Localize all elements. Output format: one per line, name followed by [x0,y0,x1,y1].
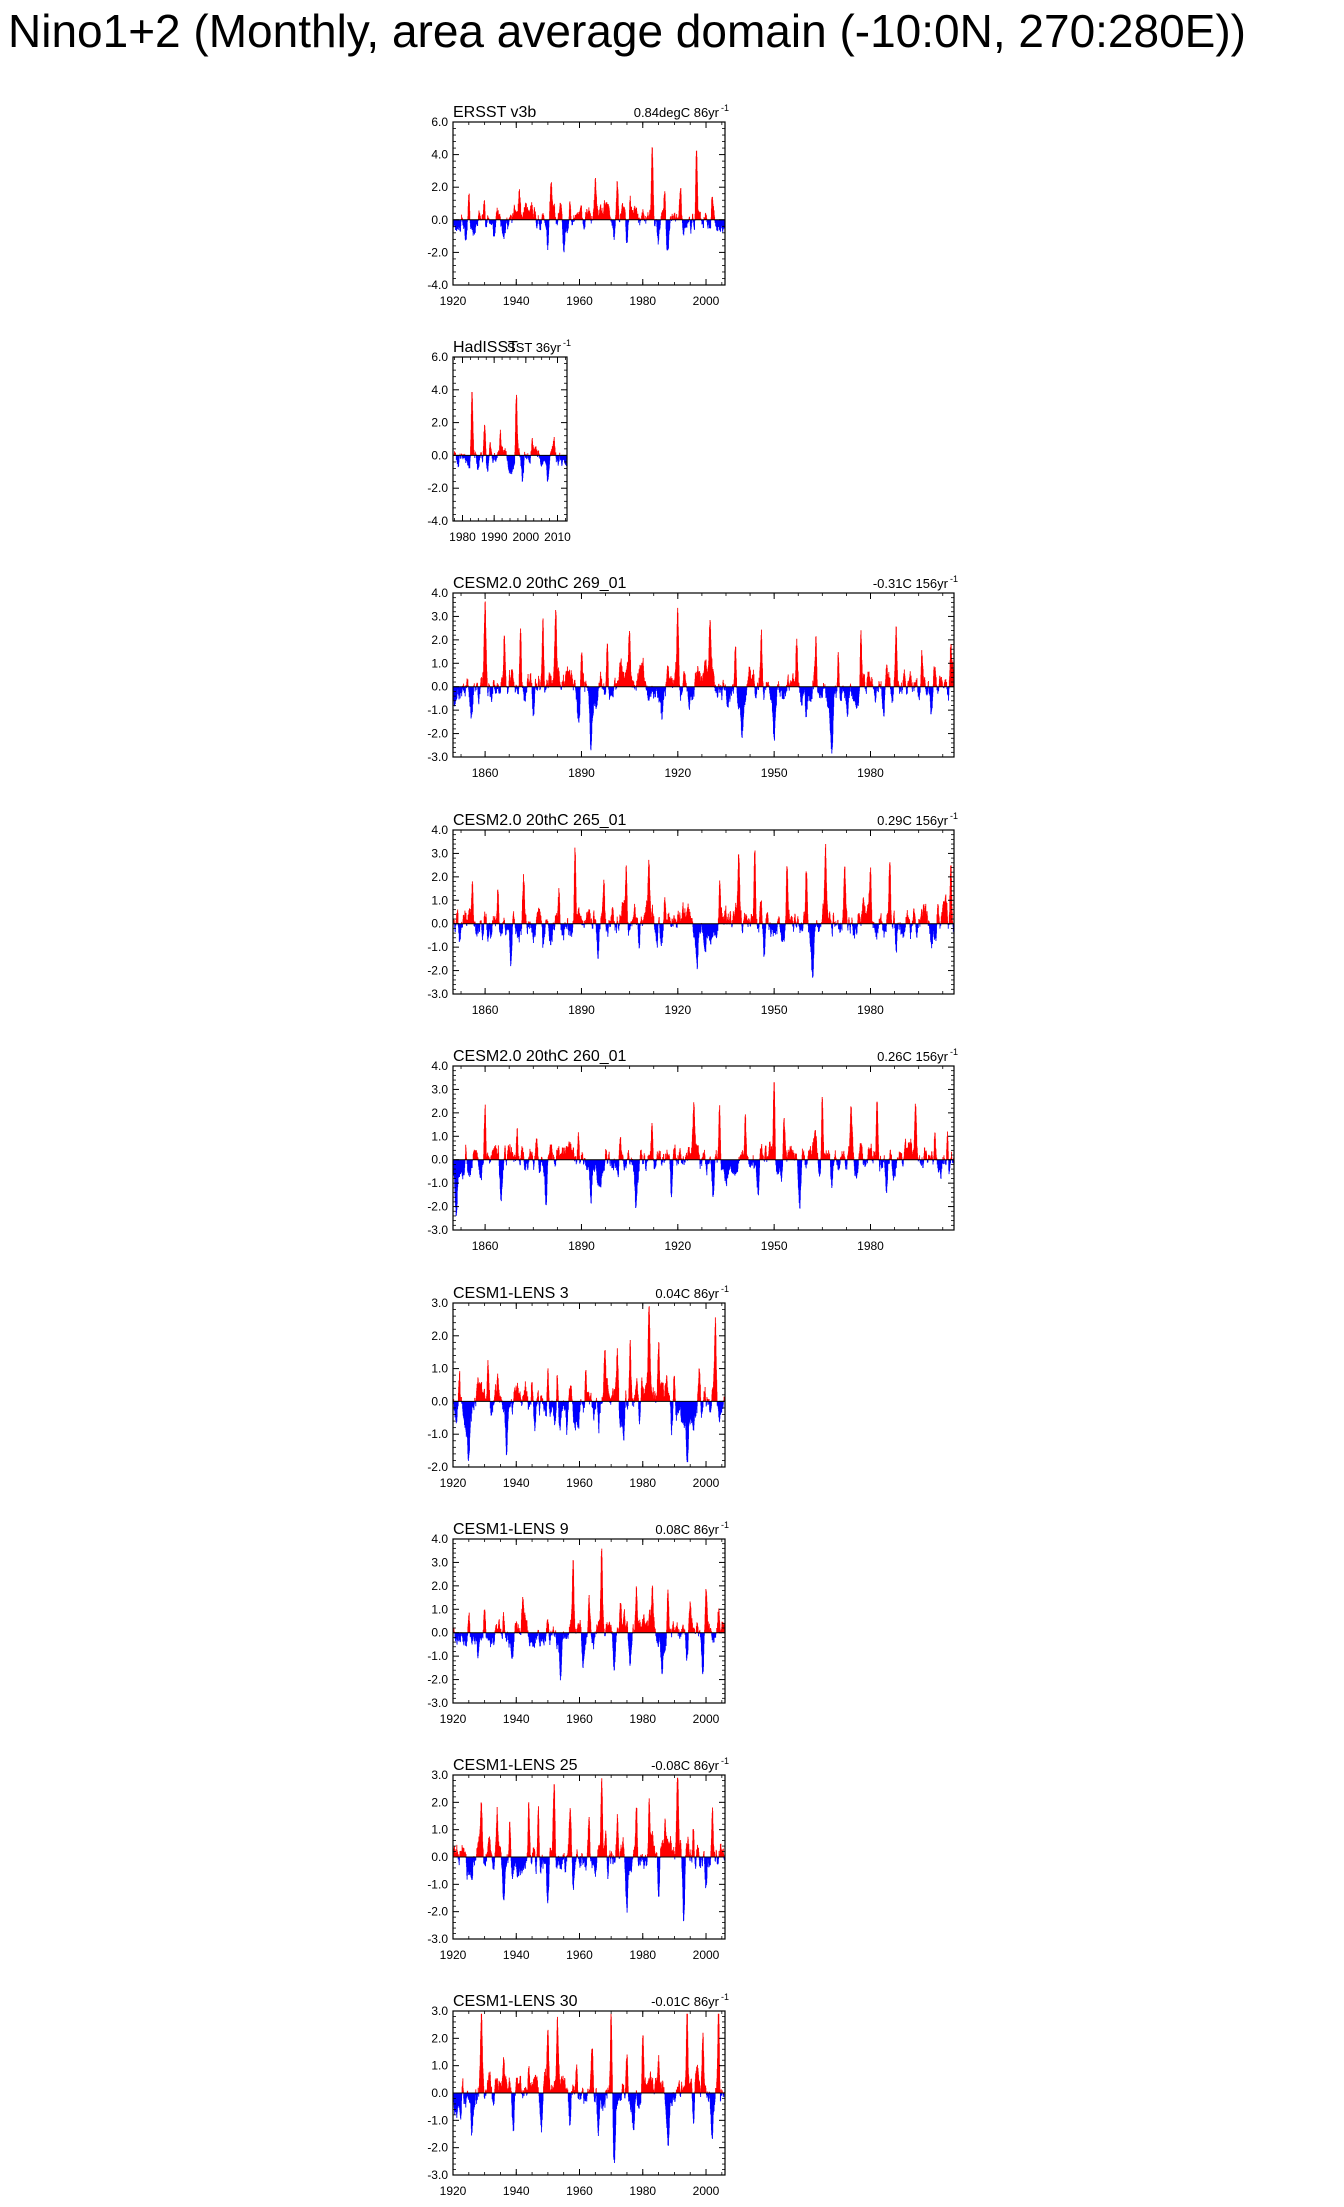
y-tick-label: 2.0 [431,415,448,430]
trend-annotation-exponent: -1 [720,1520,730,1530]
y-tick-label: 4.0 [431,147,448,162]
y-tick-label: 3.0 [431,1768,448,1782]
y-tick-label: 1.0 [431,2058,448,2073]
negative-anomaly-bars [458,1857,724,1921]
y-tick-label: 1.0 [431,1361,448,1376]
y-tick-label: 2.0 [431,180,448,195]
y-tick-label: -2.0 [427,481,448,496]
x-tick-label: 1980 [449,530,476,544]
negative-anomaly-bars [454,1633,721,1681]
y-tick-label: -3.0 [427,1932,448,1946]
negative-anomaly-bars [453,924,954,978]
x-tick-label: 2000 [692,1948,720,1962]
x-tick-label: 1950 [760,1239,788,1253]
y-tick-label: -1.0 [427,1427,448,1442]
x-tick-label: 1920 [439,1712,467,1726]
panel-title: CESM1-LENS 30 [453,1993,578,2010]
x-tick-label: 1990 [480,530,508,544]
negative-anomaly-bars [453,687,949,754]
chart-panel [427,1284,729,1490]
x-tick-label: 2010 [544,530,571,544]
x-tick-label: 1940 [502,294,530,308]
plot-frame [453,122,725,285]
y-tick-label: -2.0 [427,2140,448,2155]
y-tick-label: -3.0 [427,2168,448,2182]
x-tick-label: 1920 [439,1948,467,1962]
trend-annotation-exponent: -1 [949,574,959,584]
x-tick-label: 1960 [566,1948,593,1962]
trend-annotation: 0.04C 86yr [655,1286,719,1301]
chart-panel [427,103,729,308]
y-tick-label: -1.0 [427,2113,448,2128]
negative-anomaly-bars [453,455,566,481]
y-tick-label: 2.0 [431,632,448,647]
y-tick-label: 4.0 [431,1532,448,1546]
x-tick-label: 1920 [664,1003,692,1017]
x-tick-label: 1980 [857,1003,884,1017]
x-tick-label: 2000 [512,530,540,544]
y-tick-label: -4.0 [427,514,448,528]
y-tick-label: 0.0 [431,1625,448,1640]
y-tick-label: 0.0 [431,2086,448,2100]
negative-anomaly-bars [453,220,725,252]
x-tick-label: 1920 [439,294,467,308]
positive-anomaly-bars [453,844,952,924]
trend-annotation: 0.84degC 86yr [633,105,719,120]
y-tick-label: 1.0 [431,1822,448,1837]
x-tick-label: 1980 [857,766,884,780]
y-tick-label: 1.0 [431,656,448,671]
x-tick-label: 1950 [760,1003,788,1017]
y-tick-label: -1.0 [427,1649,448,1664]
y-tick-label: 2.0 [431,1578,448,1593]
x-tick-label: 2000 [692,294,720,308]
chart-panel [427,574,958,780]
panel-title: CESM2.0 20thC 265_01 [453,812,627,829]
y-tick-label: -3.0 [427,987,448,1001]
x-tick-label: 1960 [566,2184,593,2198]
trend-annotation-exponent: -1 [720,1756,730,1766]
y-tick-label: -2.0 [427,1460,448,1474]
x-tick-label: 1860 [471,1003,499,1017]
y-tick-label: -4.0 [427,278,448,292]
chart-panel [427,811,958,1017]
panel-title: CESM1-LENS 3 [453,1285,569,1302]
trend-annotation-exponent: -1 [949,811,959,821]
panel-title: CESM2.0 20thC 260_01 [453,1048,627,1065]
x-tick-label: 1960 [566,1712,593,1726]
y-tick-label: 2.0 [431,1328,448,1343]
y-tick-label: 6.0 [431,350,448,364]
positive-anomaly-bars [453,1778,725,1857]
positive-anomaly-bars [463,601,954,686]
x-tick-label: 1890 [568,1003,595,1017]
x-tick-label: 1940 [502,1948,530,1962]
trend-annotation: 0.26C 156yr [877,1049,948,1064]
y-tick-label: 0.0 [431,1152,448,1167]
panel-title: HadISST [453,339,518,356]
y-tick-label: 3.0 [431,1296,448,1310]
plot-frame [453,1303,725,1467]
x-tick-label: 2000 [692,1476,720,1490]
panel-title: CESM2.0 20thC 269_01 [453,575,627,592]
chart-panel [427,338,571,544]
positive-anomaly-bars [465,1082,954,1159]
negative-anomaly-bars [453,1401,724,1462]
positive-anomaly-bars [453,392,560,455]
y-tick-label: 4.0 [431,586,448,600]
trend-annotation-exponent: -1 [562,338,572,348]
negative-anomaly-bars [453,2093,724,2163]
y-tick-label: 0.0 [431,679,448,694]
y-tick-label: -2.0 [427,1672,448,1687]
y-tick-label: 4.0 [431,382,448,397]
x-tick-label: 1980 [629,1476,657,1490]
x-tick-label: 1980 [629,1712,657,1726]
y-tick-label: 0.0 [431,212,448,227]
y-tick-label: 0.0 [431,1850,448,1864]
y-tick-label: 2.0 [431,1105,448,1120]
y-tick-label: -1.0 [427,1176,448,1191]
x-tick-label: 1980 [629,2184,657,2198]
x-tick-label: 1940 [502,1712,530,1726]
trend-annotation: 0.08C 86yr [655,1522,719,1537]
x-tick-label: 1920 [439,2184,467,2198]
trend-annotation: -0.31C 156yr [872,576,948,591]
trend-annotation: SST 36yr [507,340,561,355]
x-tick-label: 1980 [629,1948,657,1962]
y-tick-label: 1.0 [431,1602,448,1617]
positive-anomaly-bars [453,1306,725,1401]
y-tick-label: 4.0 [431,1059,448,1073]
y-tick-label: 4.0 [431,823,448,837]
x-tick-label: 1960 [566,1476,593,1490]
trend-annotation-exponent: -1 [949,1047,959,1057]
x-tick-label: 1950 [760,766,788,780]
x-tick-label: 2000 [692,2184,720,2198]
x-tick-label: 1890 [568,766,595,780]
x-tick-label: 1860 [471,766,499,780]
y-tick-label: -3.0 [427,1696,448,1710]
chart-panel [427,1047,958,1253]
x-tick-label: 1860 [471,1239,499,1253]
y-tick-label: 1.0 [431,893,448,908]
y-tick-label: 3.0 [431,846,448,861]
page-title: Nino1+2 (Monthly, area average domain (-10:0N, 270:280E)) [8,5,1247,57]
y-tick-label: 3.0 [431,609,448,624]
trend-annotation-exponent: -1 [720,1992,730,2002]
x-tick-label: 1940 [502,2184,530,2198]
y-tick-label: 0.0 [431,448,448,463]
panel-title: ERSST v3b [453,104,537,121]
y-tick-label: 1.0 [431,1129,448,1144]
y-tick-label: 0.0 [431,916,448,931]
y-tick-label: 6.0 [431,115,448,129]
trend-annotation-exponent: -1 [720,103,730,113]
y-tick-label: -3.0 [427,1223,448,1237]
chart-panel [427,1756,729,1962]
y-tick-label: -2.0 [427,245,448,260]
x-tick-label: 1920 [439,1476,467,1490]
y-tick-label: 2.0 [431,869,448,884]
y-tick-label: 0.0 [431,1394,448,1409]
y-tick-label: -3.0 [427,750,448,764]
y-tick-label: 2.0 [431,2031,448,2046]
positive-anomaly-bars [453,1549,725,1633]
y-tick-label: -2.0 [427,963,448,978]
y-tick-label: -2.0 [427,1199,448,1214]
x-tick-label: 1980 [629,294,657,308]
trend-annotation: -0.01C 86yr [651,1994,719,2009]
x-tick-label: 1890 [568,1239,595,1253]
x-tick-label: 1920 [664,766,692,780]
trend-annotation: 0.29C 156yr [877,813,948,828]
trend-annotation: -0.08C 86yr [651,1758,719,1773]
y-tick-label: -2.0 [427,726,448,741]
positive-anomaly-bars [461,147,714,220]
x-tick-label: 1940 [502,1476,530,1490]
plot-frame [453,357,567,521]
x-tick-label: 1920 [664,1239,692,1253]
y-tick-label: -1.0 [427,703,448,718]
y-tick-label: 3.0 [431,1555,448,1570]
x-tick-label: 1980 [857,1239,884,1253]
x-tick-label: 1960 [566,294,593,308]
y-tick-label: 3.0 [431,2004,448,2018]
y-tick-label: -2.0 [427,1904,448,1919]
plot-frame [453,830,954,994]
negative-anomaly-bars [453,1160,953,1216]
trend-annotation-exponent: -1 [720,1284,730,1294]
panel-title: CESM1-LENS 25 [453,1757,578,1774]
chart-panel [427,1992,729,2198]
positive-anomaly-bars [453,2014,724,2093]
chart-panel [427,1520,729,1726]
x-tick-label: 2000 [692,1712,720,1726]
y-tick-label: 3.0 [431,1082,448,1097]
panel-title: CESM1-LENS 9 [453,1521,569,1538]
y-tick-label: -1.0 [427,1877,448,1892]
y-tick-label: 2.0 [431,1795,448,1810]
y-tick-label: -1.0 [427,940,448,955]
